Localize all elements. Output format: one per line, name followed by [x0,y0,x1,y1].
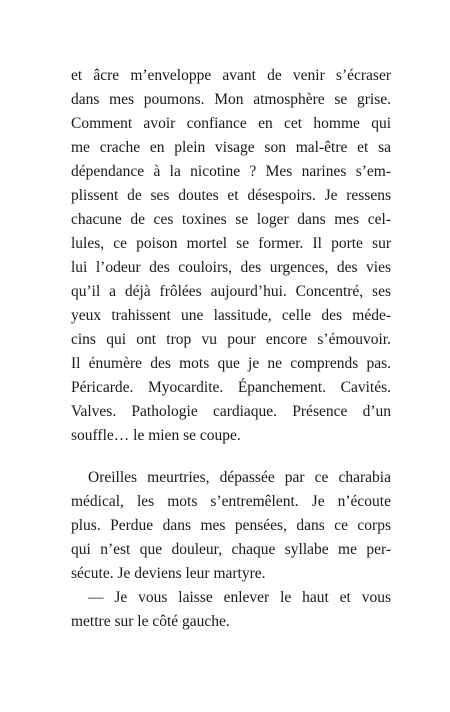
text-line: chacune de ces toxines se loger dans mes cel- [71,211,391,228]
text-line: Comment avoir confiance en cet homme qui [71,115,391,132]
text-line: dans mes poumons. Mon atmosphère se grise. [71,91,391,108]
text-line: Il énumère des mots que je ne comprends pas. [71,355,391,372]
text-line: qui n’est que douleur, chaque syllabe me per- [71,541,391,558]
text-line: Péricarde. Myocardite. Épanchement. Cavités. [71,379,391,396]
text-line: plus. Perdue dans mes pensées, dans ce corps [71,517,391,534]
text-line: médical, les mots s’entremêlent. Je n’écoute [71,493,391,510]
text-line: souffle… le mien se coupe. [71,427,241,444]
text-line: — Je vous laisse enlever le haut et vous [88,589,391,606]
text-line: lules, ce poison mortel se former. Il porte sur [71,235,391,252]
text-line: sécute. Je deviens leur martyre. [71,565,266,582]
text-line: Oreilles meurtries, dépassée par ce charabia [88,469,391,486]
text-line: et âcre m’enveloppe avant de venir s’écraser [71,67,391,84]
text-line: mettre sur le côté gauche. [71,613,230,630]
text-line: lui l’odeur des couloirs, des urgences, des vies [71,259,391,276]
text-line: me crache en plein visage son mal-être et sa [71,139,391,156]
text-line: Valves. Pathologie cardiaque. Présence d’un [71,403,391,420]
text-line: yeux trahissent une lassitude, celle des méde- [71,307,391,324]
text-line: dépendance à la nicotine ? Mes narines s’em- [71,163,391,180]
text-line: plissent de ses doutes et désespoirs. Je ressens [71,187,391,204]
text-line: cins qui ont trop vu pour encore s’émouvoir. [71,331,391,348]
text-line: qu’il a déjà frôlées aujourd’hui. Concentré, ses [71,283,391,300]
